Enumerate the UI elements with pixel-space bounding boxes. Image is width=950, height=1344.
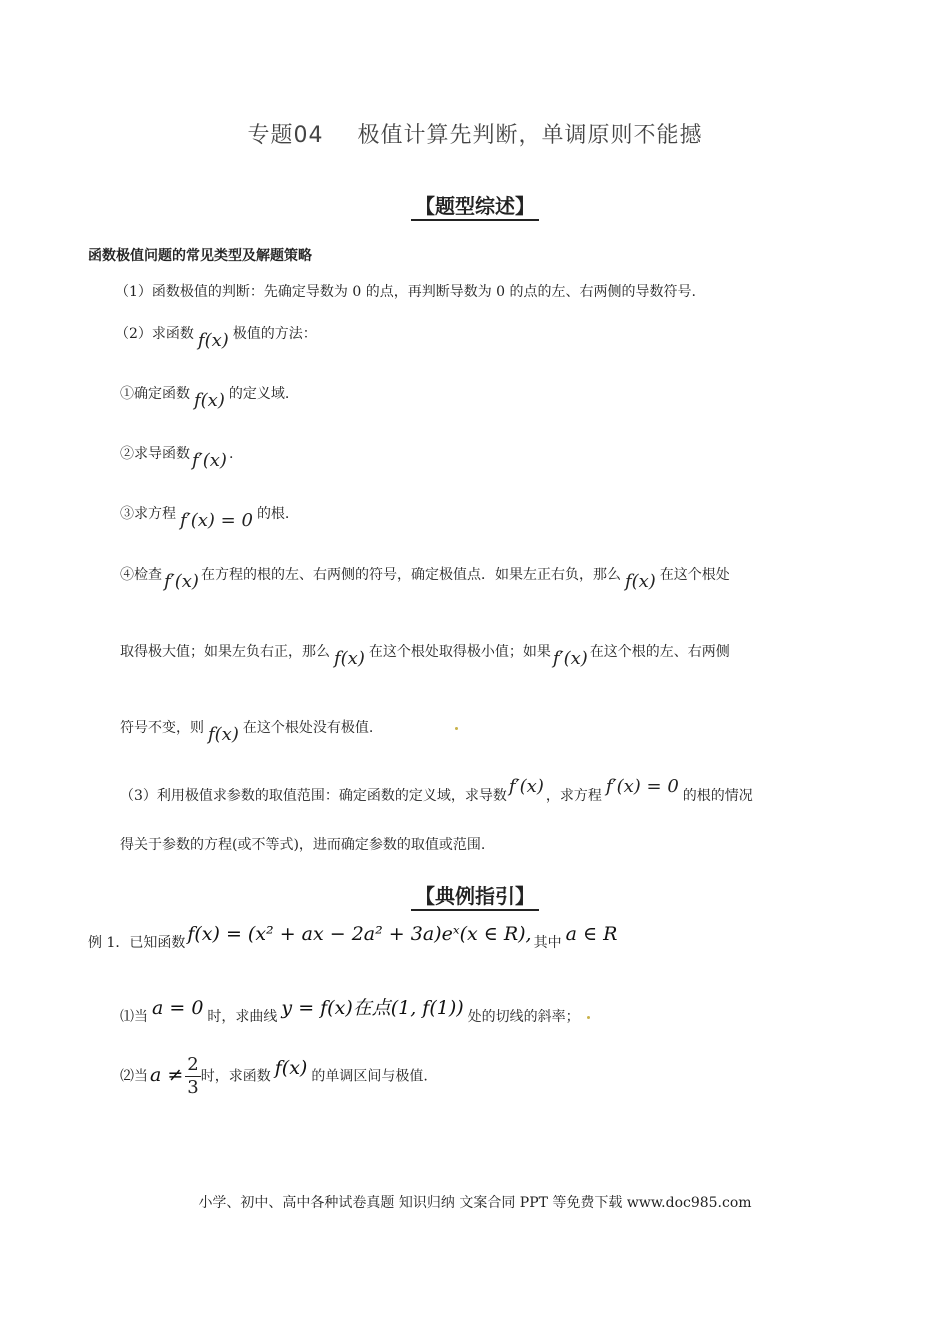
page-title — [0, 118, 950, 149]
footer: 小学、初中、高中各种试卷真题 知识归纳 文案合同 PPT 等免费下载 www.doc985.com — [198, 1195, 752, 1211]
step-3: ③求方程 f′(x) = 0 的根. — [120, 506, 290, 531]
example-1-question-1: ⑴当 a = 0 时，求曲线 y = f(x)在点(1, f(1)) 处的切线的斜率； — [120, 997, 580, 1025]
subheading: 函数极值问题的常见类型及解题策略 — [88, 248, 312, 264]
title-number: 专题04 — [247, 123, 324, 148]
example-1-statement: 例 1．已知函数 f(x) = (x² + ax − 2a² + 3a)eˣ(x ∈ R), 其中 a ∈ R — [88, 923, 618, 951]
section-heading-overview: 【题型综述】 — [0, 190, 950, 219]
section-heading-examples: 【典例指引】 — [0, 880, 950, 909]
step-2: ②求导函数 f′(x) . — [120, 446, 234, 471]
paragraph-1: （1）函数极值的判断：先确定导数为 0 的点，再判断导数为 0 的点的左、右两侧的导数符号. — [115, 284, 696, 300]
paragraph-2: （2）求函数 f(x) 极值的方法： — [115, 326, 317, 351]
paragraph-3-line-1: （3）利用极值求参数的取值范围：确定函数的定义域，求导数 f′(x) ，求方程 f′(x) = 0 的根的情况 — [120, 776, 753, 804]
example-1-question-2: ⑵当 a ≠ $\frac{2}{3}$ 时，求函数 f(x) 的单调区间与极值. — [120, 1054, 428, 1098]
step-4-line-2: 取得极大值；如果左负右正，那么 f(x) 在这个根处取得极小值；如果 f′(x) 在这个根的左、右两侧 — [120, 644, 730, 669]
title-text: 极值计算先判断，单调原则不能撼 — [357, 123, 703, 148]
math-fx: f(x) — [197, 330, 229, 351]
fraction-two-thirds: $\frac{2}{3}$ — [187, 1054, 199, 1098]
step-4-line-3: 符号不变，则 f(x) 在这个根处没有极值. — [120, 720, 374, 745]
step-1: ①确定函数 f(x) 的定义域. — [120, 386, 290, 411]
paragraph-3-line-2: 得关于参数的方程(或不等式)，进而确定参数的取值或范围. — [120, 837, 486, 853]
stray-dot — [587, 1016, 590, 1019]
math-example-function: f(x) = (x² + ax − 2a² + 3a)eˣ(x ∈ R), — [187, 923, 532, 945]
stray-dot — [455, 727, 458, 730]
step-4-line-1: ④检查 f′(x) 在方程的根的左、右两侧的符号，确定极值点．如果左正右负，那么 f(x) 在这个根处 — [120, 567, 730, 592]
